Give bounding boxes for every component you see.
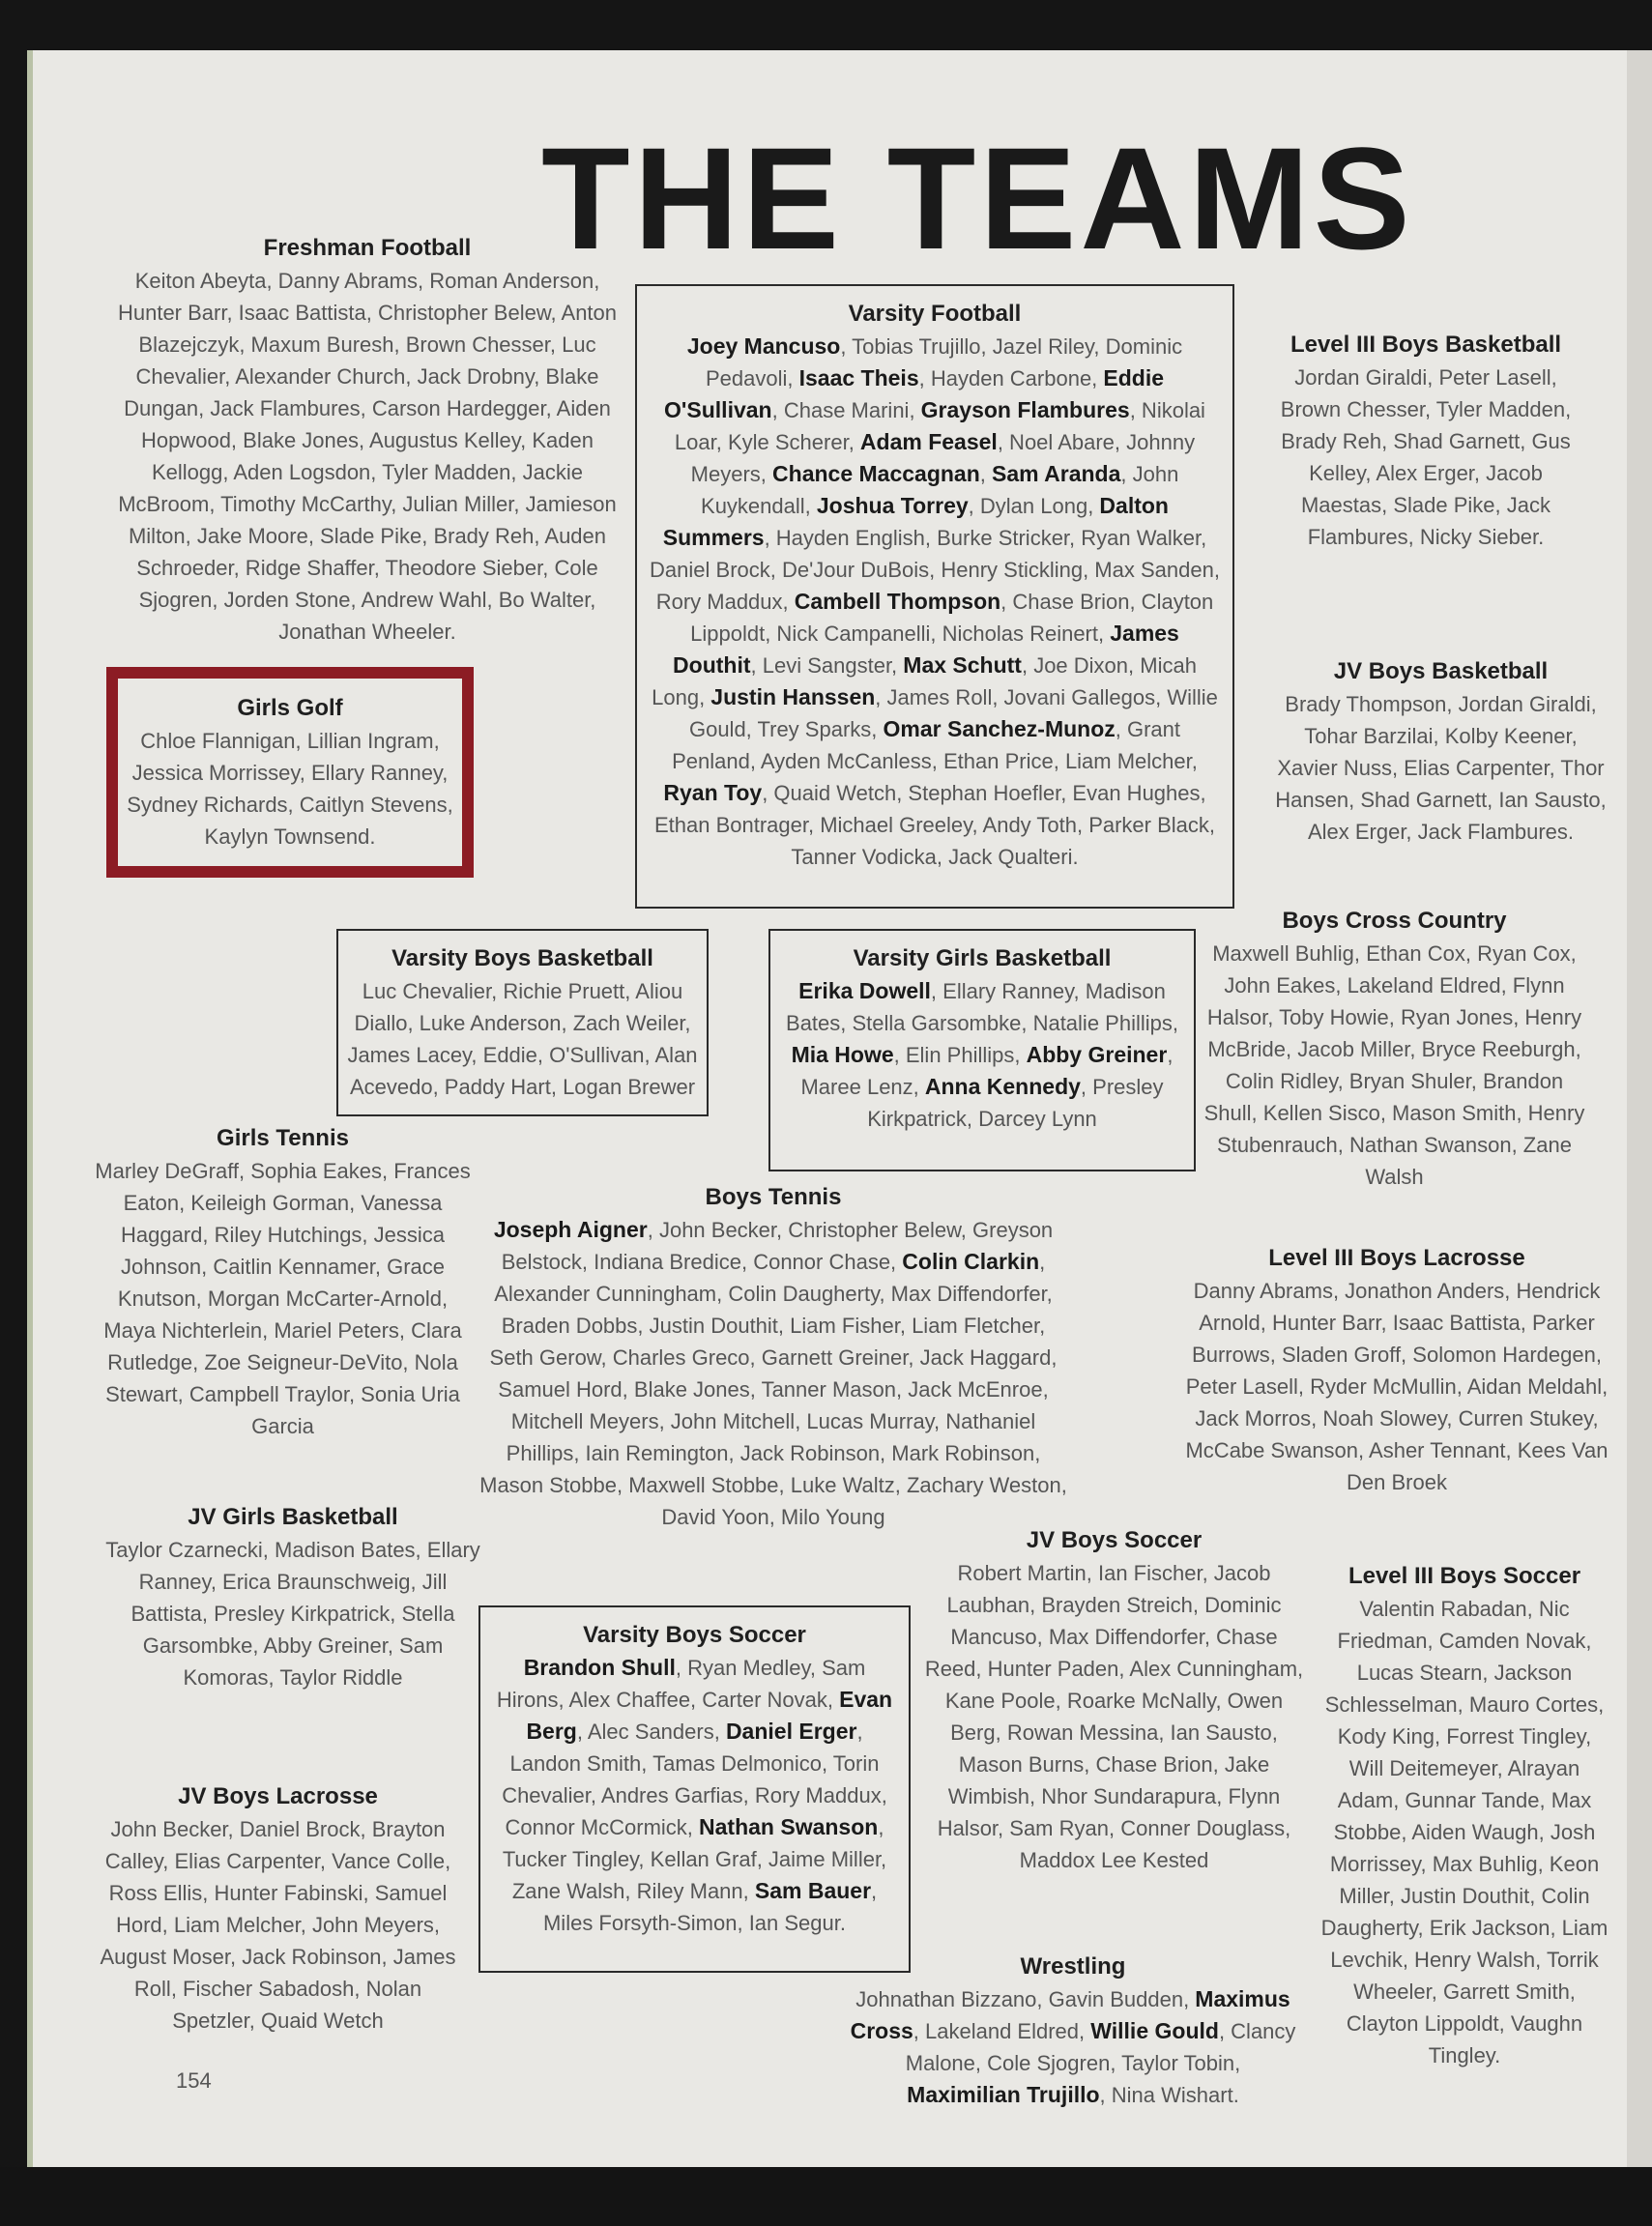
roster-text: , Miles Forsyth-Simon, Ian Segur. [542,1879,878,1935]
captain-name: Daniel Erger [725,1719,857,1744]
captain-name: Colin Clarkin [902,1249,1040,1274]
captain-name: Sam Aranda [992,461,1121,486]
roster-text: , Chase Marini, [771,398,921,422]
captain-name: Grayson Flambures [920,397,1130,422]
team-varsity-girls-basketball [768,929,1196,1171]
team-level3-boys-soccer [1319,1560,1609,2071]
roster-text: , Landon Smith, Tamas Delmonico, Torin Chevalier, Andres Garfias, Rory Maddux, Connor McCormick, [502,1720,887,1839]
roster-text: , John Kuykendall, [701,462,1179,518]
roster-text: , Tobias Trujillo, Jazel Riley, Dominic Pedavoli, [705,334,1183,390]
captain-name: Omar Sanchez-Munoz [883,716,1116,741]
team-roster: Maxwell Buhlig, Ethan Cox, Ryan Cox, John Eakes, Lakeland Eldred, Flynn Halsor, Toby Howie, Ryan Jones, Henry McBride, Jacob Miller, Bryce Reeburgh, Colin Ridley, Bryan Shuler, Brandon Shull, Kellen Sisco, Mason Smith, Henry Stubenrauch, Nathan Swanson, Zane Walsh [1203,941,1585,1189]
team-varsity-boys-soccer [478,1605,911,1973]
team-heading: JV Boys Lacrosse [178,1783,378,1809]
team-heading: Freshman Football [263,235,472,261]
team-roster: Jordan Giraldi, Peter Lasell, Brown Chesser, Tyler Madden, Brady Reh, Shad Garnett, Gus Kelley, Alex Erger, Jacob Maestas, Slade Pike, Jack Flambures, Nicky Sieber. [1280,365,1572,549]
roster-text: , John Becker, Christopher Belew, Greyson Belstock, Indiana Bredice, Connor Chase, [501,1218,1054,1274]
captain-name: Max Schutt [903,652,1022,678]
team-heading: Varsity Football [848,301,1022,327]
team-jv-boys-soccer [923,1524,1305,1876]
roster-text: , Nina Wishart. [1099,2083,1239,2107]
roster-text: , Alexander Cunningham, Colin Daugherty, Max Diffendorfer, Braden Dobbs, Justin Douthit, Liam Fisher, Liam Fletcher, Seth Gerow, Charles Greco, Garnett Greiner, Jack Haggard, Samuel Hord, Blake Jones, Tanner Mason, Jack McEnroe, Mitchell Meyers, John Mitchell, Lucas Murray, Nathaniel Phillips, Iain Remington, Jack Robinson, Mark Robinson, Mason Stobbe, Maxwell Stobbe, Luke Waltz, Zachary Weston, David Yoon, Milo Young [479,1250,1067,1529]
captain-name: Isaac Theis [798,365,919,390]
roster-text: , Dylan Long, [968,494,1100,518]
page-number: 154 [176,2068,212,2093]
captain-name: Chance Maccagnan [772,461,980,486]
roster-text: , Ryan Medley, Sam Hirons, Alex Chaffee, Carter Novak, [496,1656,866,1712]
team-roster [647,331,1223,873]
team-level3-boys-basketball [1266,329,1585,553]
team-roster [478,1214,1068,1533]
roster-text: , James Roll, Jovani Gallegos, Willie Gould, Trey Sparks, [688,685,1218,741]
team-girls-golf [122,692,458,853]
roster-text: , Lakeland Eldred, [913,2019,1091,2043]
roster-text: , Nikolai Loar, Kyle Scherer, [674,398,1205,454]
team-roster: Danny Abrams, Jonathon Anders, Hendrick Arnold, Hunter Barr, Isaac Battista, Parker Burrows, Sladen Groff, Solomon Hardegen, Peter Lasell, Ryder McMullin, Aidan Meldahl, Jack Morros, Noah Slowey, Curren Stukey, McCabe Swanson, Asher Tennant, Kees Van Den Broek [1185,1279,1609,1494]
team-heading: Varsity Girls Basketball [853,945,1112,971]
captain-name: Adam Feasel [859,429,998,454]
roster-text: , Joe Dixon, Micah Long, [652,653,1197,709]
team-level3-boys-lacrosse [1184,1242,1609,1498]
captain-name: Joshua Torrey [816,493,969,518]
team-wrestling [846,1951,1300,2111]
scan-bottom-border [0,2167,1652,2226]
roster-text: , Clancy Malone, Cole Sjogren, Taylor Tobin, [905,2019,1296,2075]
roster-text: , Maree Lenz, [800,1043,1174,1099]
team-boys-cross-country [1199,905,1590,1193]
team-varsity-boys-basketball [336,929,709,1116]
team-roster: Brady Thompson, Jordan Giraldi, Tohar Barzilai, Kolby Keener, Xavier Nuss, Elias Carpenter, Thor Hansen, Shad Garnett, Ian Sausto, Alex Erger, Jack Flambures. [1275,692,1607,844]
captain-name: Nathan Swanson [699,1814,879,1839]
team-roster [846,1983,1300,2111]
team-roster: Marley DeGraff, Sophia Eakes, Frances Eaton, Keileigh Gorman, Vanessa Haggard, Riley Hutchings, Jessica Johnson, Caitlin Kennamer, Grace Knutson, Morgan McCarter-Arnold, Maya Nichterlein, Mariel Peters, Clara Rutledge, Zoe Seigneur-DeVito, Nola Stewart, Campbell Traylor, Sonia Uria Garcia [95,1159,471,1438]
roster-text: , Alec Sanders, [576,1720,726,1744]
team-roster: Valentin Rabadan, Nic Friedman, Camden Novak, Lucas Stearn, Jackson Schlesselman, Mauro Cortes, Kody King, Forrest Tingley, Will Deitemeyer, Alrayan Adam, Gunnar Tande, Max Stobbe, Aiden Waugh, Josh Morrissey, Max Buhlig, Keon Miller, Justin Douthit, Colin Daugherty, Erik Jackson, Liam Levchik, Henry Walsh, Torrik Wheeler, Garrett Smith, Clayton Lippoldt, Vaughn Tingley. [1320,1597,1609,2067]
captain-name: Dalton Summers [662,493,1169,550]
team-roster: Keiton Abeyta, Danny Abrams, Roman Anderson, Hunter Barr, Isaac Battista, Christopher Belew, Anton Blazejczyk, Maxum Buresh, Brown Chesser, Luc Chevalier, Alexander Church, Jack Drobny, Blake Dungan, Jack Flambures, Carson Hardegger, Aiden Hopwood, Blake Jones, Augustus Kelley, Kaden Kellogg, Aden Logsdon, Tyler Madden, Jackie McBroom, Timothy McCarthy, Julian Miller, Jamieson Milton, Jake Moore, Slade Pike, Brady Reh, Auden Schroeder, Ridge Shaffer, Theodore Sieber, Cole Sjogren, Jorden Stone, Andrew Wahl, Bo Walter, Jonathan Wheeler. [117,269,618,644]
captain-name: Abby Greiner [1026,1042,1168,1067]
roster-text: , Quaid Wetch, Stephan Hoefler, Evan Hughes, Ethan Bontrager, Michael Greeley, Andy Toth, Parker Black, Tanner Vodicka, Jack Qualteri. [653,781,1216,869]
roster-text: Johnathan Bizzano, Gavin Budden, [855,1987,1196,2011]
team-heading: Wrestling [1020,1953,1126,1980]
roster-text: , Levi Sangster, [750,653,904,678]
team-girls-tennis [92,1122,474,1442]
team-jv-girls-basketball [104,1501,481,1693]
team-heading: Boys Cross Country [1282,908,1507,934]
team-varsity-football [635,284,1234,909]
captain-name: Erika Dowell [798,978,931,1003]
captain-name: Anna Kennedy [924,1074,1081,1099]
roster-text: , Elin Phillips, [893,1043,1027,1067]
roster-text: , Ellary Ranney, Madison Bates, Stella Garsombke, Natalie Phillips, [786,979,1178,1035]
team-heading: Level III Boys Basketball [1290,332,1562,358]
captain-name: Cambell Thompson [794,589,1001,614]
team-roster: Chloe Flannigan, Lillian Ingram, Jessica Morrissey, Ellary Ranney, Sydney Richards, Caitlyn Stevens, Kaylyn Townsend. [127,729,453,849]
team-heading: Girls Golf [237,695,343,721]
team-heading: Level III Boys Lacrosse [1268,1245,1525,1271]
page-title: THE TEAMS [541,117,1414,279]
captain-name: Sam Bauer [754,1878,872,1903]
team-heading: Level III Boys Soccer [1348,1563,1581,1589]
captain-name: Brandon Shull [523,1655,676,1680]
captain-name: James Douthit [673,621,1179,678]
team-roster [778,975,1186,1135]
facing-page-edge [1627,50,1652,2167]
team-heading: Varsity Boys Basketball [391,945,653,971]
roster-text: , Chase Brion, Clayton Lippoldt, Nick Campanelli, Nicholas Reinert, [690,590,1214,646]
team-heading: Boys Tennis [705,1184,842,1210]
team-freshman-football [111,232,623,648]
captain-name: Joseph Aigner [493,1217,648,1242]
team-roster: John Becker, Daniel Brock, Brayton Calley, Elias Carpenter, Vance Colle, Ross Ellis, Hunter Fabinski, Samuel Hord, Liam Melcher, John Meyers, August Moser, Jack Robinson, James Roll, Fischer Sabadosh, Nolan Spetzler, Quaid Wetch [100,1817,456,2033]
captain-name: Evan Berg [526,1687,893,1744]
team-roster [488,1652,901,1939]
team-heading: JV Boys Basketball [1333,658,1549,684]
team-heading: Varsity Boys Soccer [583,1622,806,1648]
team-heading: JV Girls Basketball [188,1504,398,1530]
captain-name: Ryan Toy [663,780,763,805]
roster-text: , Hayden English, Burke Stricker, Ryan Walker, Daniel Brock, De'Jour DuBois, Henry Stickling, Max Sanden, Rory Maddux, [650,526,1220,614]
page-spine-edge [27,50,33,2167]
team-boys-tennis [478,1181,1068,1533]
team-heading: Girls Tennis [217,1125,349,1151]
roster-text: , [979,462,993,486]
team-roster: Luc Chevalier, Richie Pruett, Aliou Diallo, Luke Anderson, Zach Weiler, James Lacey, Eddie, O'Sullivan, Alan Acevedo, Paddy Hart, Logan Brewer [347,979,698,1099]
team-jv-boys-lacrosse [97,1780,459,2037]
captain-name: Mia Howe [791,1042,894,1067]
captain-name: Maximilian Trujillo [907,2082,1100,2107]
captain-name: Joey Mancuso [686,333,841,359]
roster-text: , Grant Penland, Ayden McCanless, Ethan Price, Liam Melcher, [672,717,1198,773]
team-jv-boys-basketball [1274,655,1608,848]
roster-text: , Noel Abare, Johnny Meyers, [690,430,1196,486]
roster-text: , Presley Kirkpatrick, Darcey Lynn [867,1075,1164,1131]
captain-name: Justin Hanssen [710,684,876,709]
roster-text: , Tucker Tingley, Kellan Graf, Jaime Miller, Zane Walsh, Riley Mann, [502,1815,887,1903]
captain-name: Eddie O'Sullivan [664,365,1165,422]
team-roster: Taylor Czarnecki, Madison Bates, Ellary Ranney, Erica Braunschweig, Jill Battista, Presley Kirkpatrick, Stella Garsombke, Abby Greiner, Sam Komoras, Taylor Riddle [105,1538,480,1690]
roster-text: , Hayden Carbone, [918,366,1104,390]
team-roster: Robert Martin, Ian Fischer, Jacob Laubhan, Brayden Streich, Dominic Mancuso, Max Diffendorfer, Chase Reed, Hunter Paden, Alex Cunningham, Kane Poole, Roarke McNally, Owen Berg, Rowan Messina, Ian Sausto, Mason Burns, Chase Brion, Jake Wimbish, Nhor Sundarapura, Flynn Halsor, Sam Ryan, Conner Douglass, Maddox Lee Kested [924,1561,1304,1872]
team-heading: JV Boys Soccer [1026,1527,1203,1553]
captain-name: Willie Gould [1090,2018,1219,2043]
captain-name: Maximus Cross [850,1986,1290,2043]
